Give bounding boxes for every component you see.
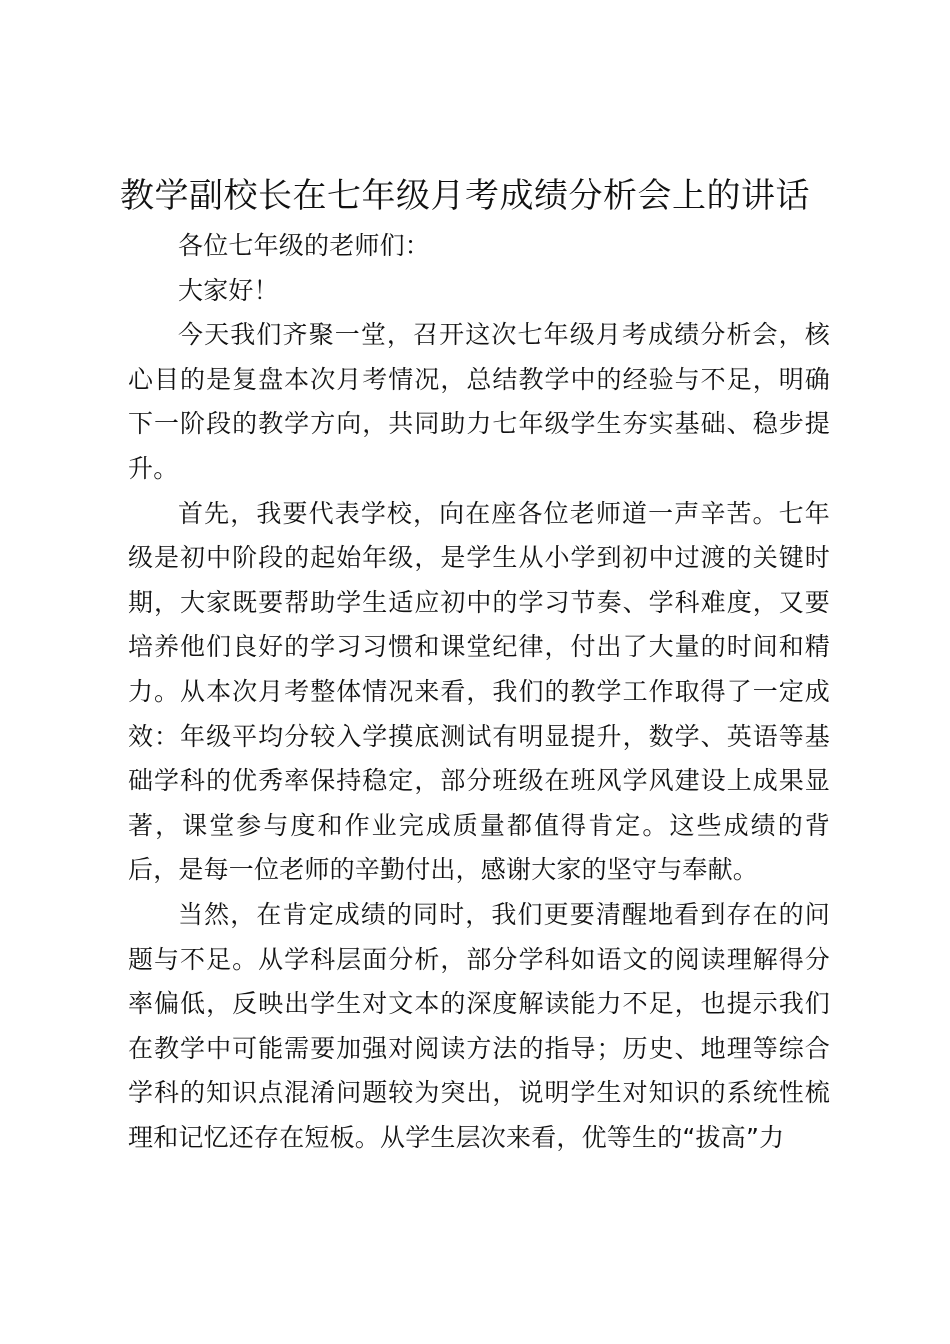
paragraph-problems: 当然，在肯定成绩的同时，我们更要清醒地看到存在的问题与不足。从学科层面分析，部分学科如语文的阅读理解得分率偏低，反映出学生对文本的深度解读能力不足，也提示我们在教学中可能需要加强对阅读方法的指导；历史、地理等综合学科的知识点混淆问题较为突出，说明学生对知识的系统性梳理和记忆还存在短板。从学生层次来看，优等生的“拔高”力 [128,899,830,1152]
salutation: 各位七年级的老师们： [178,231,431,260]
paragraph-thanks: 首先，我要代表学校，向在座各位老师道一声辛苦。七年级是初中阶段的起始年级，是学生从小学到初中过渡的关键时期，大家既要帮助学生适应初中的学习节奏、学科难度，又要培养他们良好的学习习惯和课堂纪律，付出了大量的时间和精力。从本次月考整体情况来看，我们的教学工作取得了一定成效：年级平均分较入学摸底测试有明显提升，数学、英语等基础学科的优秀率保持稳定，部分班级在班风学风建设上成果显著，课堂参与度和作业完成质量都值得肯定。这些成绩的背后，是每一位老师的辛勤付出，感谢大家的坚守与奉献。 [128,498,830,885]
greeting: 大家好！ [178,275,279,305]
document-title: 教学副校长在七年级月考成绩分析会上的讲话 [120,176,810,216]
document-body [128,224,830,1160]
paragraph-intro: 今天我们齐聚一堂，召开这次七年级月考成绩分析会，核心目的是复盘本次月考情况，总结教学中的经验与不足，明确下一阶段的教学方向，共同助力七年级学生夯实基础、稳步提升。 [128,320,830,483]
